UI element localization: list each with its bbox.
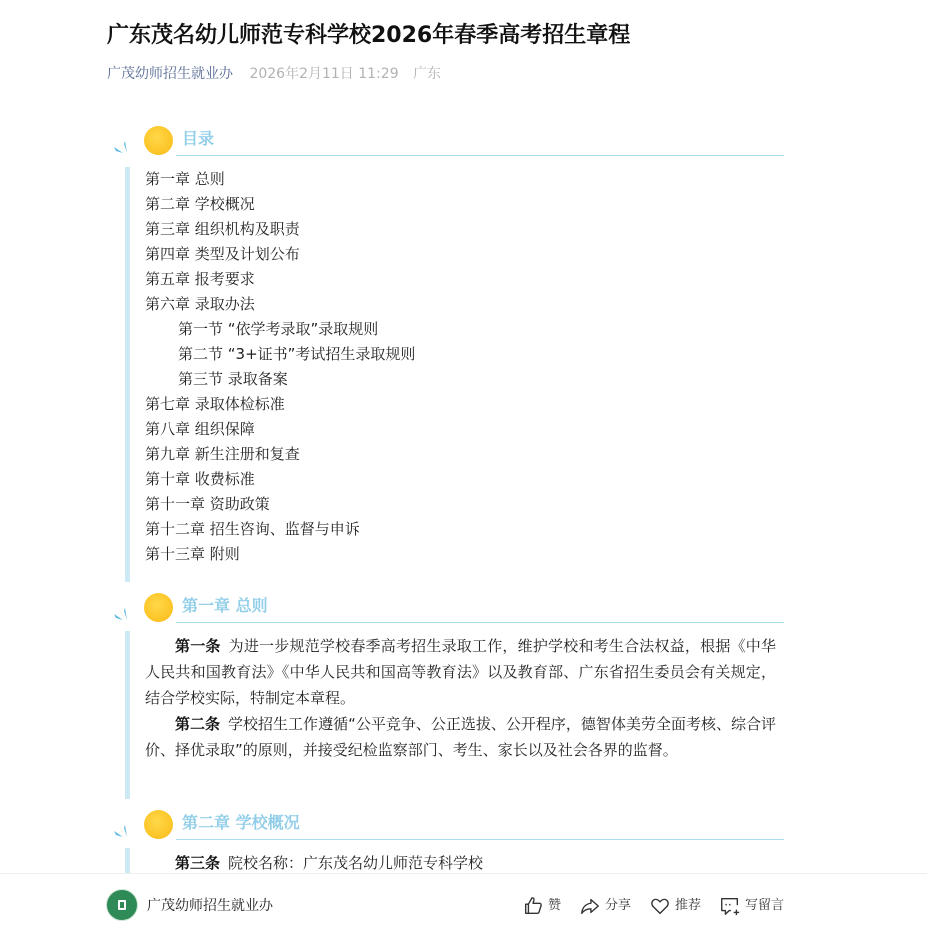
toc-item: 第十一章 资助政策 xyxy=(145,495,270,513)
heading-divider xyxy=(176,839,784,840)
toc-item: 第四章 类型及计划公布 xyxy=(145,245,300,263)
sun-rays-icon xyxy=(112,138,134,160)
comment-button[interactable] xyxy=(719,894,784,918)
share-button[interactable] xyxy=(579,894,631,918)
article-paragraph-1 xyxy=(145,633,776,711)
article-label: 第二条 xyxy=(175,715,221,733)
account-avatar[interactable] xyxy=(106,889,138,921)
article-paragraph-2 xyxy=(145,711,776,763)
heart-icon xyxy=(649,895,671,917)
article-label: 第三条 xyxy=(175,854,221,872)
school-logo-icon xyxy=(112,895,132,915)
sun-rays-icon xyxy=(112,822,134,844)
toc-item: 第二章 学校概况 xyxy=(145,195,255,213)
toc-heading xyxy=(112,122,784,162)
chapter2-heading xyxy=(112,806,784,846)
toc-item: 第八章 组织保障 xyxy=(145,420,255,438)
toc-subitem: 第一节 “依学考录取”录取规则 xyxy=(178,320,379,338)
bottom-action-bar xyxy=(0,873,927,938)
toc-item: 第六章 录取办法 xyxy=(145,295,255,313)
account-name-link[interactable]: 广茂幼师招生就业办 xyxy=(107,66,233,82)
chapter1-heading xyxy=(112,589,784,629)
article-label: 第一条 xyxy=(175,637,221,655)
thumbs-up-icon xyxy=(522,895,544,917)
toc-subitem: 第二节 “3+证书”考试招生录取规则 xyxy=(178,345,416,363)
toc-subitem: 第三节 录取备案 xyxy=(178,370,288,388)
heading-divider xyxy=(176,155,784,156)
sun-icon xyxy=(144,810,173,839)
sun-icon xyxy=(144,593,173,622)
toc-item: 第一章 总则 xyxy=(145,170,225,188)
toc-item: 第三章 组织机构及职责 xyxy=(145,220,300,238)
toc-item: 第九章 新生注册和复查 xyxy=(145,445,300,463)
publish-location: 广东 xyxy=(413,66,442,82)
recommend-label: 推荐 xyxy=(674,898,701,913)
share-label: 分享 xyxy=(604,898,631,913)
chapter2-title: 第二章 学校概况 xyxy=(182,813,300,832)
publish-date: 2026年2月11日 11:29 xyxy=(249,66,399,82)
left-accent-bar xyxy=(125,631,130,799)
action-group xyxy=(504,894,784,918)
sun-icon xyxy=(144,126,173,155)
article-text: 为进一步规范学校春季高考招生录取工作，维护学校和考生合法权益，根据《中华人民共和国教育法》《中华人民共和国高等教育法》以及教育部、广东省招生委员会有关规定，结合学校实际，特制定本章程。 xyxy=(145,637,776,707)
toc-item: 第七章 录取体检标准 xyxy=(145,395,285,413)
chapter1-section xyxy=(125,631,785,799)
heading-divider xyxy=(176,622,784,623)
toc-list xyxy=(145,167,415,567)
chapter1-title: 第一章 总则 xyxy=(182,596,268,615)
toc-section xyxy=(125,167,785,582)
article-meta xyxy=(107,64,441,84)
article-text: 院校名称：广东茂名幼儿师范专科学校 xyxy=(228,854,484,872)
comment-label: 写留言 xyxy=(744,898,784,913)
share-arrow-icon xyxy=(579,895,601,917)
sun-rays-icon xyxy=(112,605,134,627)
comment-edit-icon xyxy=(719,895,741,917)
toc-item: 第十章 收费标准 xyxy=(145,470,255,488)
article-title: 广东茂名幼儿师范专科学校2026年春季高考招生章程 xyxy=(107,23,631,48)
like-label: 赞 xyxy=(547,898,561,913)
toc-item: 第五章 报考要求 xyxy=(145,270,255,288)
article-text: 学校招生工作遵循“公平竞争、公正选拔、公开程序，德智体美劳全面考核、综合评价、择优录取”的原则，并接受纪检监察部门、考生、家长以及社会各界的监督。 xyxy=(145,715,776,759)
like-button[interactable] xyxy=(522,894,561,918)
footer-account-name[interactable]: 广茂幼师招生就业办 xyxy=(147,898,273,914)
recommend-button[interactable] xyxy=(649,894,701,918)
toc-heading-title: 目录 xyxy=(182,129,215,148)
toc-item: 第十二章 招生咨询、监督与申诉 xyxy=(145,520,360,538)
toc-item: 第十三章 附则 xyxy=(145,545,240,563)
left-accent-bar xyxy=(125,167,130,582)
